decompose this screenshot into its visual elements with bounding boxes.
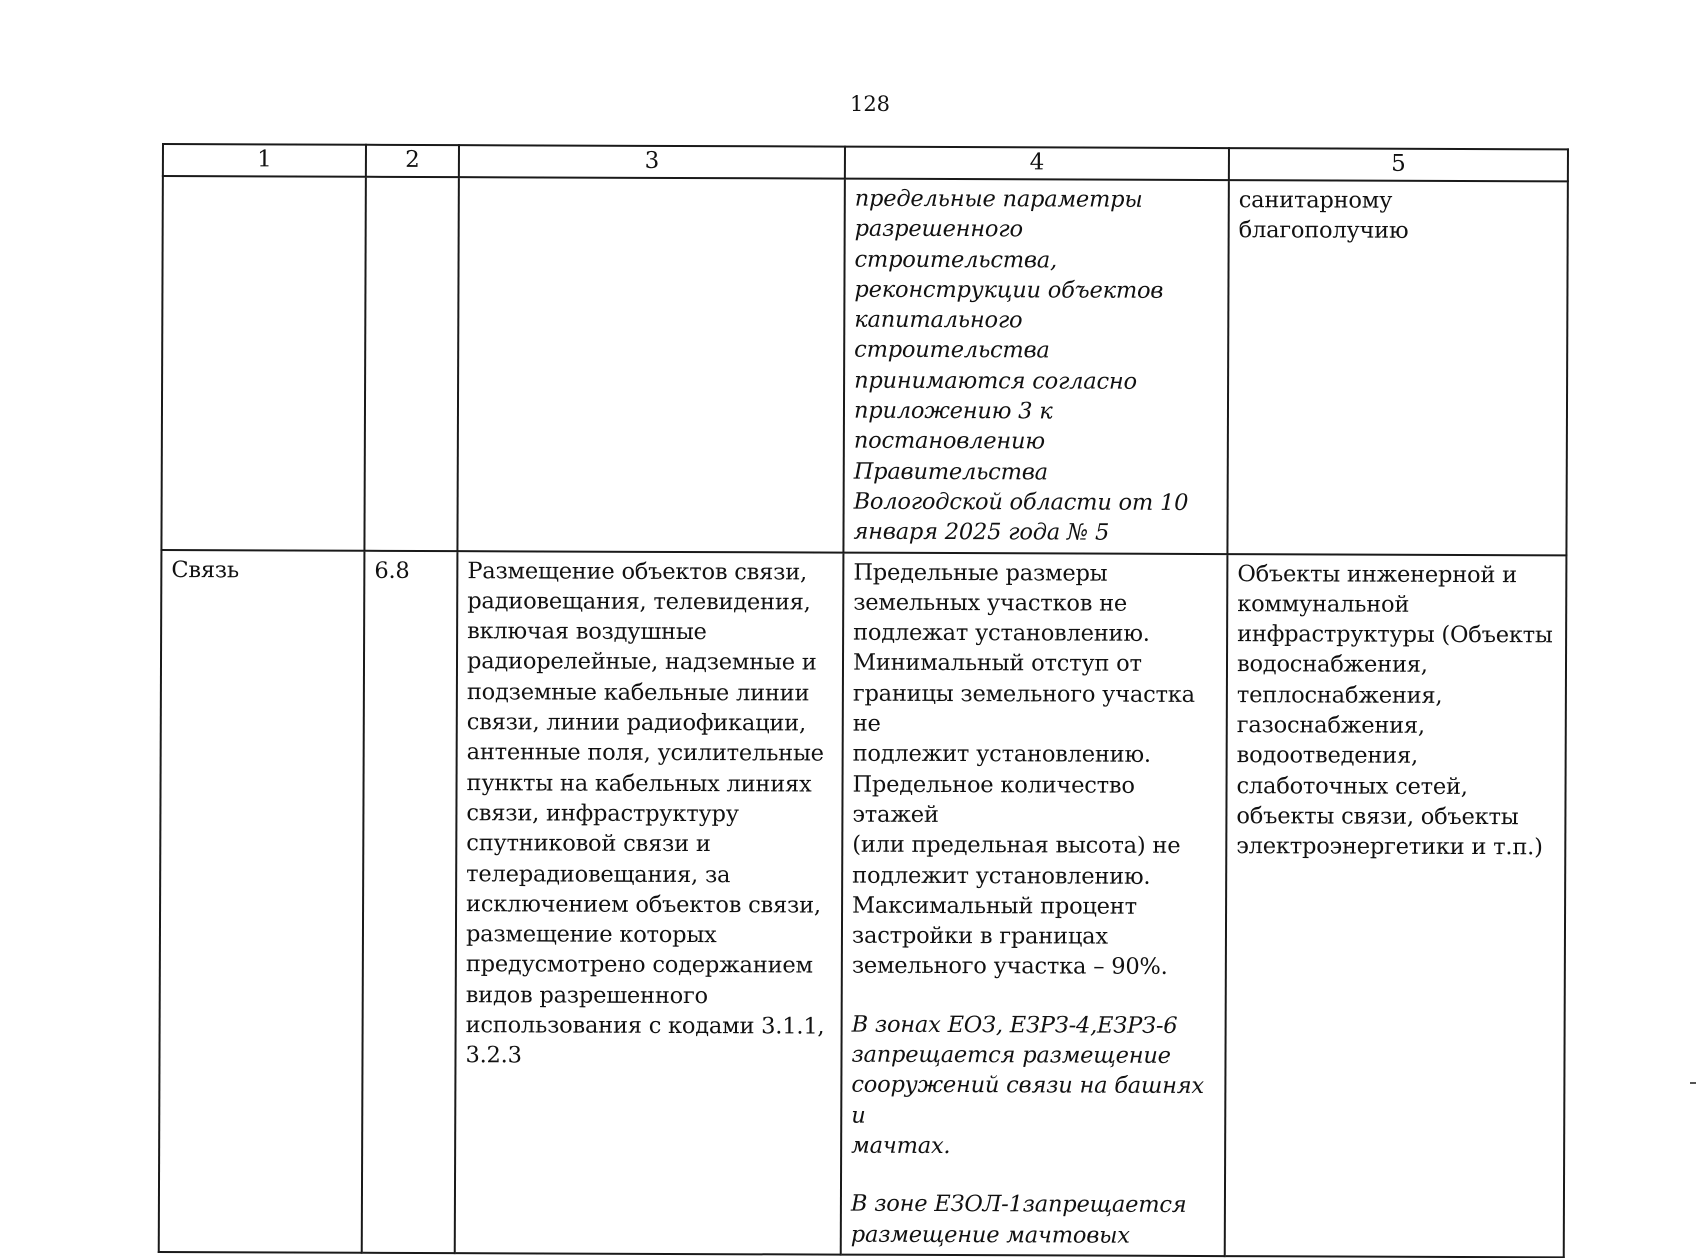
cell-code	[364, 177, 458, 551]
cell-auxiliary-uses	[1227, 180, 1567, 555]
regulations-table	[158, 143, 1569, 1258]
header-col-2: 2	[366, 145, 459, 177]
scan-mark	[1690, 1082, 1696, 1084]
page-number: 128	[849, 92, 891, 116]
header-col-4: 4	[845, 147, 1229, 180]
table-row-svyaz	[159, 550, 1567, 1258]
table-row-continuation	[161, 176, 1567, 555]
header-col-1: 1	[163, 144, 366, 177]
description-text: Размещение объектов связи, радиовещания, телевидения, включая воздушные радиорелейные, надземные и подземные кабельные линии связи, линии радиофикации, антенные поля, усилительные пункты на кабельных линиях связи, инфраструктуру спутниковой связи и телерадиовещания, за исключением объектов связи, размещение которых предусмотрено содержанием видов разрешенного использования с кодами 3.1.1, 3.2.3	[465, 557, 825, 1069]
cell-parameters	[841, 552, 1228, 1256]
cell-code	[362, 550, 458, 1253]
auxiliary-uses-text: Объекты инженерной и коммунальной инфраструктуры (Объекты водоснабжения, теплоснабжения, газоснабжения, водоотведения, слаботочных сетей, объекты связи, объекты электроэнергетики и т.п.)	[1236, 560, 1553, 861]
auxiliary-uses-text: санитарному благополучию	[1238, 187, 1409, 245]
cell-description	[455, 551, 844, 1255]
parameters-text: Предельные размеры земельных участков не подлежат установлению. Минимальный отступ от границы земельного участка не подлежит установлению. Предельное количество этажей (или предельная высота) не подлежит установлению. Максимальный процент застройки в границах земельного участка – 90%.	[851, 559, 1195, 981]
header-col-5: 5	[1229, 148, 1568, 181]
cell-land-use-name	[161, 176, 365, 550]
zone-restriction-text-1: В зонах ЕОЗ, ЕЗРЗ-4,ЕЗРЗ-6 запрещается размещение сооружений связи на башнях и мачтах.	[851, 1011, 1204, 1159]
zone-restriction-text-2: В зоне ЕЗОЛ-1запрещается размещение мачтовых	[850, 1190, 1187, 1249]
cell-description	[457, 177, 844, 552]
land-use-name-text: Связь	[171, 556, 240, 583]
table-header-row	[163, 144, 1568, 181]
cell-parameters	[843, 179, 1228, 554]
code-text: 6.8	[374, 557, 410, 584]
parameters-text: предельные параметры разрешенного строительства, реконструкции объектов капитального строительства принимаются согласно приложению 3 к постановлению Правительства Вологодской области от 10 января 2025 года № 5	[853, 185, 1189, 546]
header-col-3: 3	[459, 145, 845, 178]
cell-land-use-name	[159, 550, 365, 1253]
cell-auxiliary-uses	[1225, 554, 1567, 1258]
